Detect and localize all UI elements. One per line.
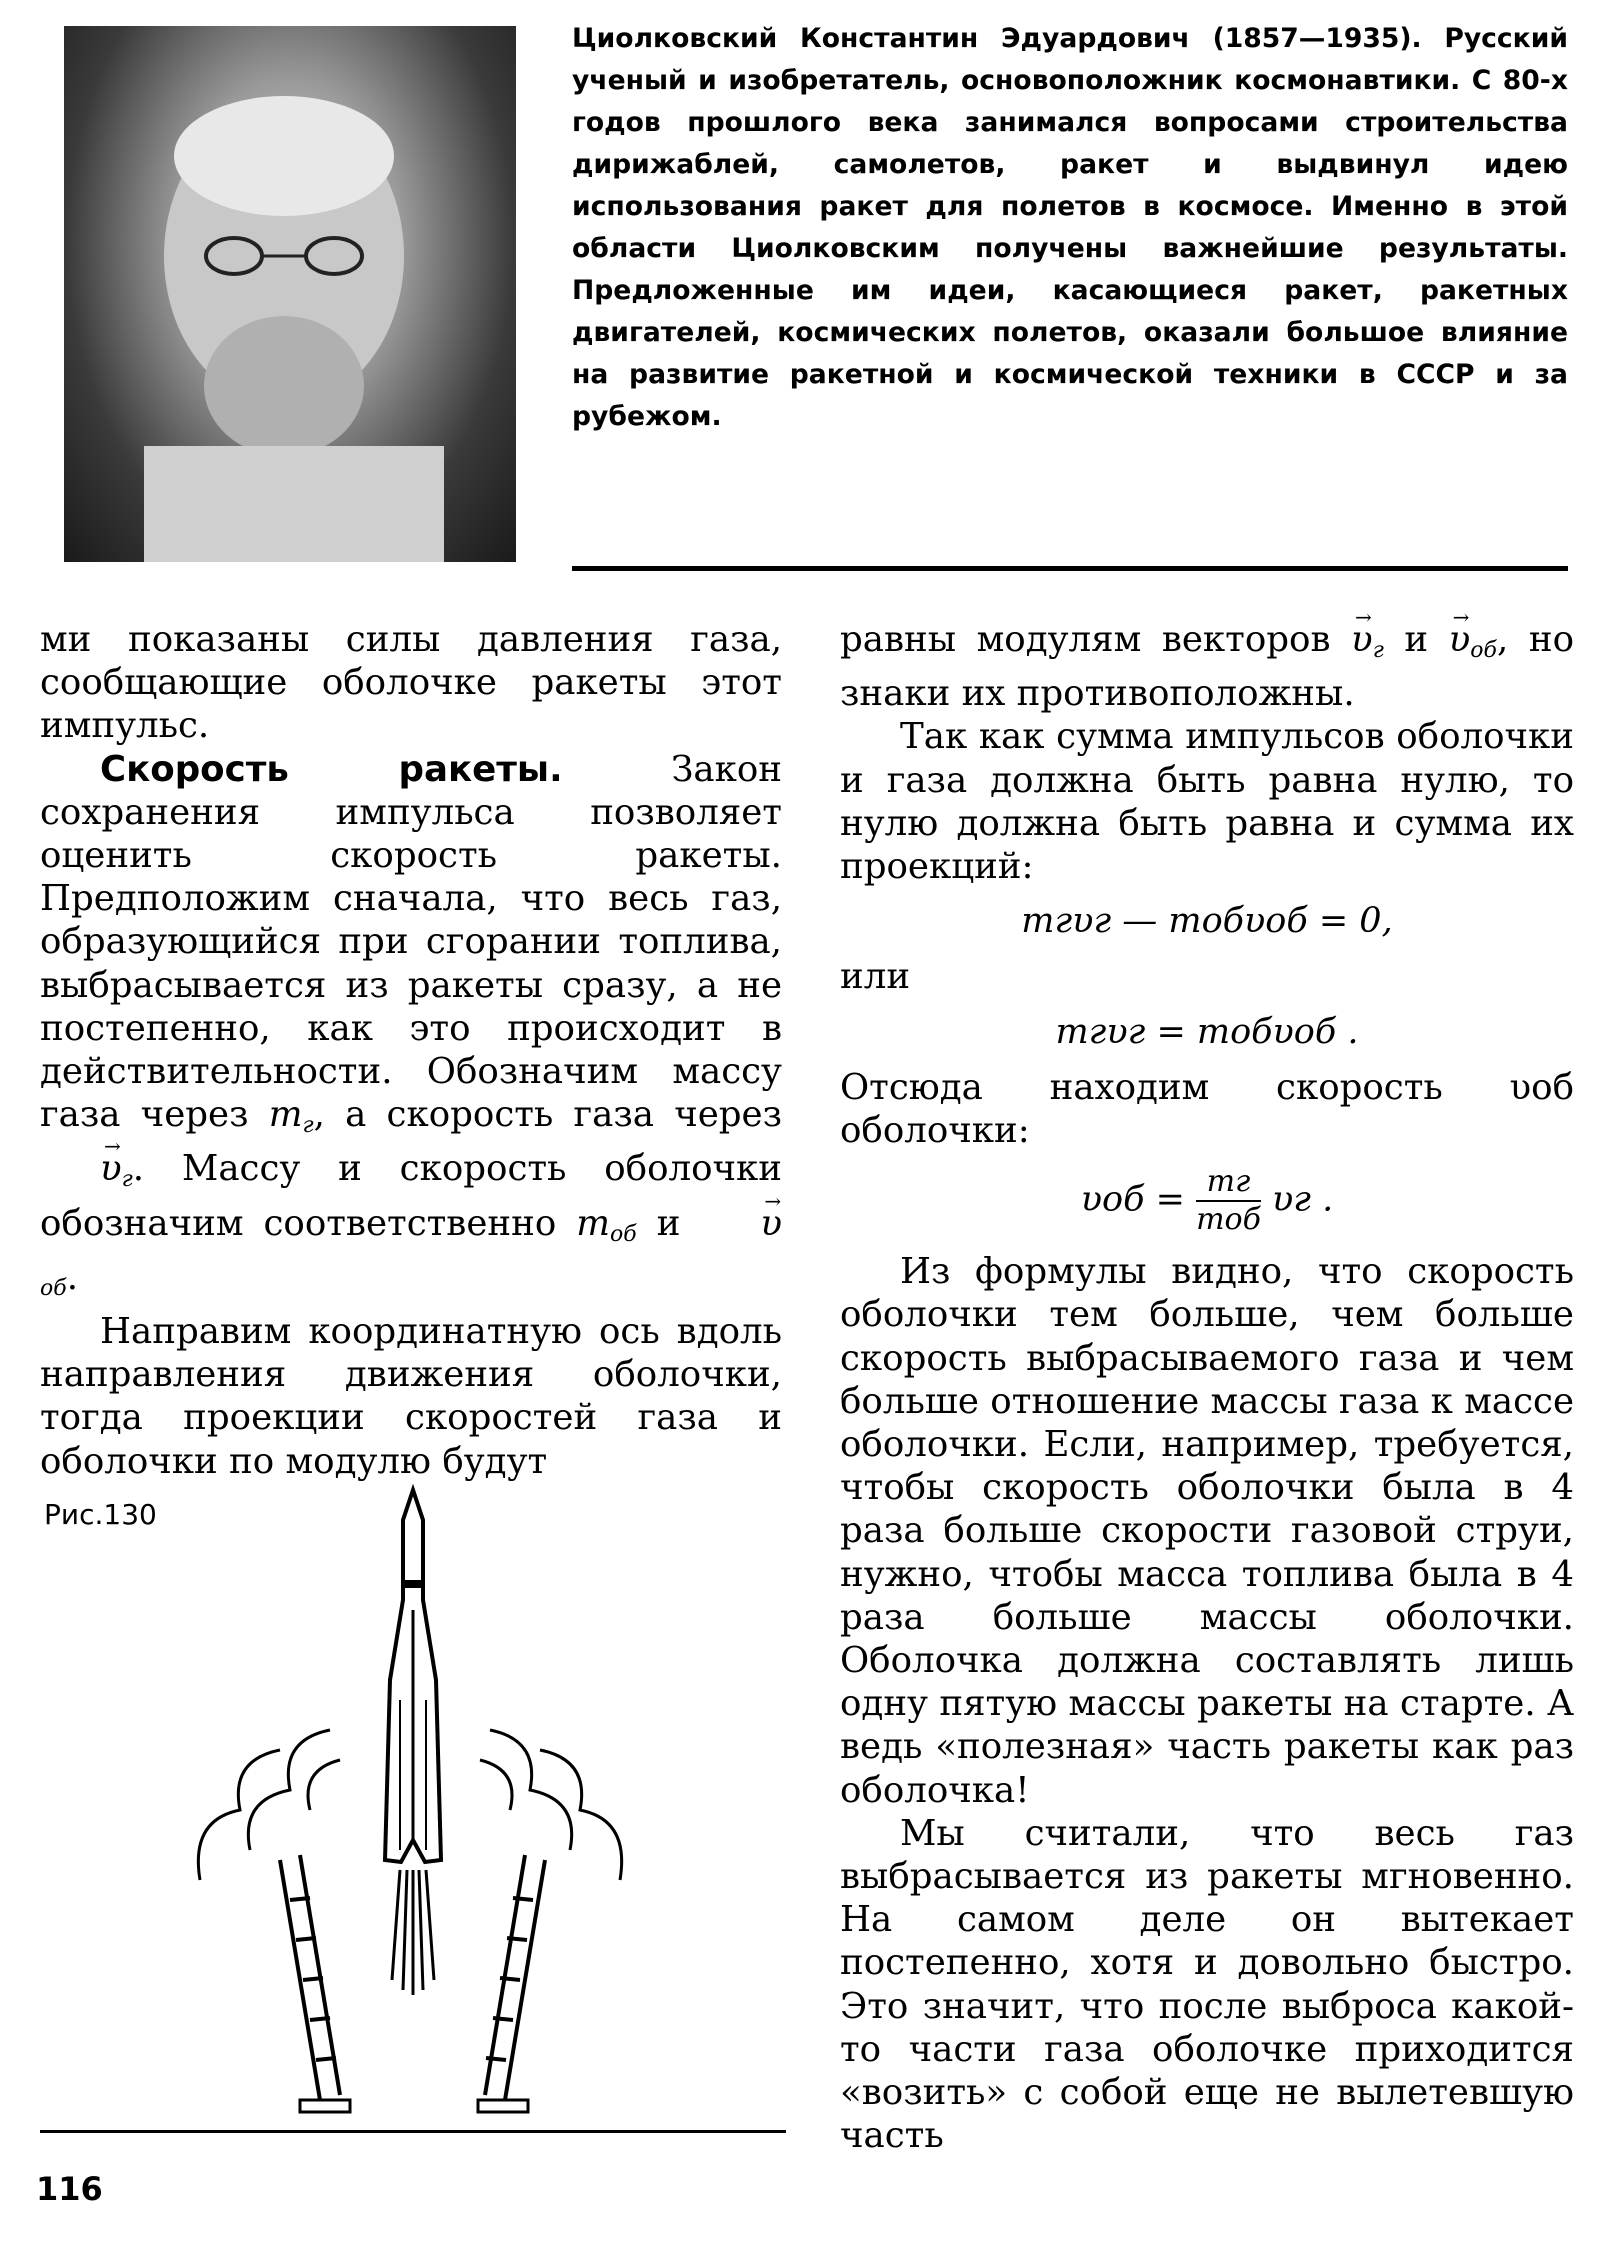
symbol-v: υ — [100, 1148, 122, 1190]
symbol-v: υ — [1351, 619, 1373, 660]
left-column — [40, 618, 782, 1483]
or-label: или — [840, 956, 911, 998]
vector-v-shell — [700, 1202, 782, 1245]
text-fragment: , но знаки их противоположны. — [840, 619, 1574, 715]
text-fragment: равны модулям векторов — [840, 619, 1331, 660]
equation-1: mгυг — mобυоб = 0, — [1021, 901, 1393, 942]
fraction-numerator: mг — [1196, 1164, 1261, 1202]
symbol-m-gas: m — [268, 1094, 303, 1136]
text-fragment: . — [66, 1256, 78, 1298]
symbol-m-shell: m — [576, 1202, 610, 1244]
vector-v-gas — [40, 1147, 122, 1190]
left-paragraph-2-text: Закон сохранения импульса позволяет оценить скорость ракеты. Предположим сначала, что весь газ, образующийся при сгорании топлива, выбрасывается из ракеты сразу, а не постепенно, как это происходит в действительности. Обозначим массу газа через — [40, 748, 782, 1136]
subscript: г — [1372, 638, 1384, 663]
subscript: г — [302, 1113, 314, 1139]
vector-v-shell — [1449, 618, 1471, 661]
section-heading: Скорость ракеты. — [100, 748, 563, 790]
text-fragment: , а скорость газа через — [313, 1094, 783, 1136]
rocket-figure — [160, 1480, 800, 2140]
portrait-photo — [64, 26, 516, 562]
right-paragraph-4: Из формулы видно, что скорость оболочки тем больше, чем больше скорость выбрасываемого газа и чем больше отношение массы газа к массе оболочки. Если, например, требуется, чтобы скорость оболочки была в 4 раза больше скорости газовой струи, нужно, чтобы масса топлива была в 4 раза больше массы оболочки. Оболочка должна составлять лишь одну пятую массы ракеты на старте. А ведь «полезная» часть ракеты как раз оболочка! — [840, 1251, 1574, 1811]
figure-label: Рис.130 — [44, 1498, 157, 1531]
right-paragraph-5: Мы считали, что весь газ выбрасывается из ракеты мгновенно. На самом деле он вытекает постепенно, хотя и довольно быстро. Это значит, что после выброса какой-то части газа оболочке приходится «возить» с собой еще не вылетевшую часть — [840, 1812, 1574, 2157]
left-paragraph-2 — [40, 748, 782, 1310]
eq3-rhs: υг . — [1272, 1179, 1334, 1220]
left-paragraph-1: ми показаны силы давления газа, сообщающие оболочке ракеты этот импульс. — [40, 619, 782, 747]
symbol-v: υ — [1448, 619, 1471, 660]
fraction — [1196, 1164, 1261, 1238]
equation-2: mгυг = mобυоб . — [1055, 1011, 1359, 1052]
page-number: 116 — [36, 2170, 103, 2208]
bio-text: (1857—1935). Русский ученый и изобретатель, основоположник космонавтики. С 80-х годов прошлого века занимался вопросами строительства дирижаблей, самолетов, ракет и выдвинул идею использования ракет для полетов в космосе. Именно в этой области Циолковским получены важнейшие результаты. Предложенные им идеи, касающиеся ракет, ракетных двигателей, космических полетов, оказали большое влияние на развитие ракетной и космической техники в СССР и за рубежом. — [572, 23, 1568, 432]
eq3-lhs: υоб = — [1080, 1179, 1185, 1220]
subscript: г — [121, 1167, 133, 1193]
fraction-denominator: mоб — [1196, 1202, 1261, 1238]
bio-name: Циолковский Константин Эдуардович — [572, 23, 1190, 54]
right-paragraph-2: Так как сумма импульсов оболочки и газа должна быть равна нулю, то нулю должна быть равна и сумма их проекций: — [840, 716, 1574, 888]
vector-v-gas — [1351, 618, 1373, 661]
equation-3 — [840, 1164, 1574, 1238]
text-fragment: . Массу и скорость оболочки обозначим соответственно — [40, 1148, 782, 1244]
right-paragraph-1 — [840, 618, 1574, 715]
right-paragraph-3: Отсюда находим скорость υоб оболочки: — [840, 1066, 1574, 1152]
left-paragraph-3: Направим координатную ось вдоль направления движения оболочки, тогда проекции скоростей газа и оболочки по модулю будут — [40, 1311, 782, 1482]
ground-line — [40, 2130, 786, 2133]
divider — [572, 566, 1568, 571]
right-column — [840, 618, 1574, 2158]
biography-block — [572, 18, 1568, 438]
subscript: об — [610, 1221, 637, 1247]
symbol-v: υ — [760, 1202, 783, 1244]
text-fragment: и — [656, 1202, 681, 1244]
subscript: об — [1470, 638, 1497, 663]
subscript: об — [40, 1275, 67, 1301]
text-fragment: и — [1404, 619, 1429, 660]
